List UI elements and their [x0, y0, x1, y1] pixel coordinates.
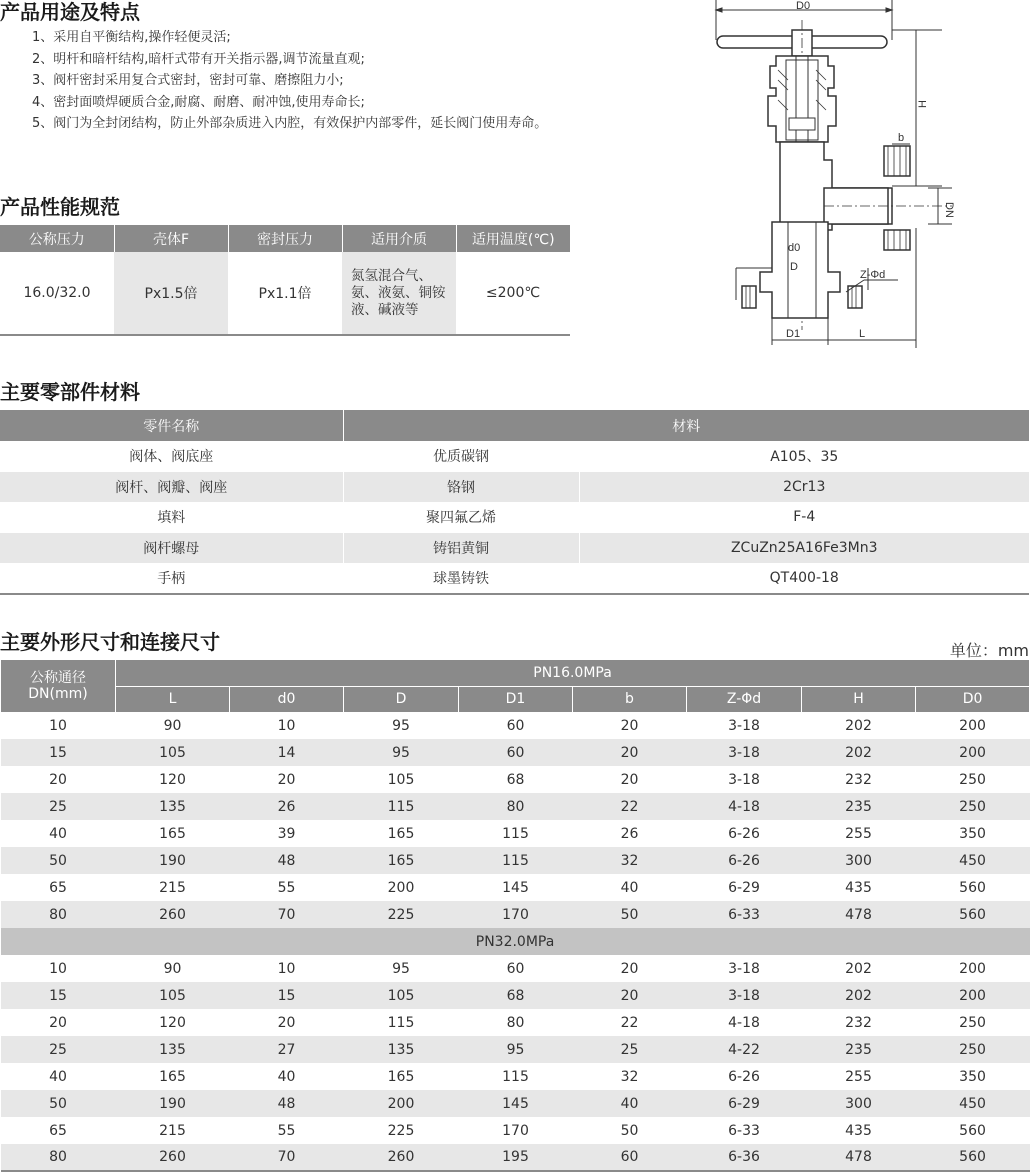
- value-cell: 6-26: [687, 847, 802, 874]
- value-cell: 3-18: [728, 717, 760, 734]
- value-cell: 195: [459, 1144, 573, 1171]
- value-cell: 6-29: [687, 1090, 802, 1117]
- dn-cell: 80: [1, 901, 116, 928]
- value-cell: 165: [387, 1068, 415, 1085]
- table-row: [1, 1063, 1030, 1090]
- features-title: 产品用途及特点: [0, 0, 140, 24]
- value-cell: 26: [230, 793, 344, 820]
- pn16-header: PN16.0MPa: [116, 660, 1030, 686]
- value-cell: 95: [459, 1036, 573, 1063]
- spec-header: 公称压力: [0, 225, 114, 252]
- value-cell: 3-18: [728, 960, 760, 977]
- value-cell: 60: [573, 1144, 687, 1171]
- dn-cell: 25: [1, 793, 116, 820]
- spec-cell-temp: ≤200℃: [456, 252, 570, 335]
- features-list: [0, 27, 575, 135]
- spec-table: [0, 225, 570, 336]
- table-row: [1, 820, 1030, 847]
- value-cell: 6-36: [687, 1144, 802, 1171]
- value-cell: 200: [916, 739, 1030, 766]
- drawing-label-b: b: [898, 132, 905, 144]
- table-row: [1, 955, 1030, 982]
- table-row: [1, 1090, 1030, 1117]
- table-row: [0, 441, 1029, 472]
- table-row: [1, 766, 1030, 793]
- value-cell: 20: [620, 717, 639, 734]
- dimensions-table: [0, 660, 1030, 1172]
- value-cell: 300: [802, 1090, 916, 1117]
- value-cell: 260: [116, 901, 230, 928]
- value-cell: 255: [845, 825, 872, 842]
- value-cell: 190: [116, 847, 230, 874]
- value-cell: 105: [116, 982, 230, 1009]
- spec-header: 适用温度(℃): [456, 225, 570, 252]
- value-cell: 80: [506, 1014, 525, 1031]
- value-cell: 200: [916, 982, 1030, 1009]
- table-row: [1, 982, 1030, 1009]
- drawing-label-d0-top: D0: [796, 0, 811, 12]
- dn-cell: 40: [49, 1068, 67, 1085]
- table-row: [1, 739, 1030, 766]
- value-cell: 115: [502, 825, 529, 842]
- value-cell: 225: [387, 1122, 415, 1139]
- value-cell: 25: [573, 1036, 687, 1063]
- dn-cell: 20: [49, 771, 67, 788]
- material-part: 填料: [157, 510, 186, 527]
- value-cell: 40: [277, 1068, 296, 1085]
- drawing-label-d: D: [790, 261, 798, 273]
- value-cell: 14: [230, 739, 344, 766]
- value-cell: 60: [506, 717, 525, 734]
- column-header: L: [116, 686, 230, 712]
- value-cell: 235: [802, 1036, 916, 1063]
- value-cell: 135: [116, 793, 230, 820]
- value-cell: 6-33: [687, 901, 802, 928]
- value-cell: 4-18: [728, 1014, 760, 1031]
- value-cell: 200: [344, 1090, 459, 1117]
- dn-cell: 80: [1, 1144, 116, 1171]
- value-cell: 260: [344, 1144, 459, 1171]
- value-cell: 55: [277, 879, 296, 896]
- value-cell: 165: [387, 825, 415, 842]
- material-part: 手柄: [0, 563, 343, 594]
- table-row: [1, 712, 1030, 739]
- section-row: [1, 928, 1030, 955]
- table-row: [0, 563, 1029, 594]
- value-cell: 165: [344, 847, 459, 874]
- value-cell: 165: [159, 825, 186, 842]
- value-cell: 40: [573, 1090, 687, 1117]
- spec-cell-seal: Px1.1倍: [228, 252, 342, 335]
- value-cell: 40: [620, 879, 639, 896]
- unit-label: 单位：mm: [949, 641, 1029, 660]
- dn-cell: 65: [49, 879, 67, 896]
- value-cell: 39: [277, 825, 296, 842]
- material-part: 阀杆、阀瓣、阀座: [0, 472, 343, 503]
- value-cell: 20: [620, 771, 639, 788]
- feature-line: 2、明杆和暗杆结构,暗杆式带有开关指示器,调节流量直观;: [32, 51, 365, 67]
- material-grade: F-4: [579, 502, 1029, 533]
- value-cell: 70: [230, 901, 344, 928]
- value-cell: 202: [845, 717, 872, 734]
- value-cell: 55: [277, 1122, 296, 1139]
- value-cell: 90: [163, 960, 182, 977]
- value-cell: 26: [620, 825, 639, 842]
- value-cell: 300: [802, 847, 916, 874]
- value-cell: 22: [620, 1014, 639, 1031]
- drawing-label-d1: D1: [786, 328, 801, 340]
- materials-title: 主要零部件材料: [0, 380, 140, 404]
- value-cell: 80: [459, 793, 573, 820]
- value-cell: 20: [277, 1014, 296, 1031]
- section-label: PN32.0MPa: [1, 928, 1030, 955]
- value-cell: 232: [845, 1014, 872, 1031]
- dn-header: [1, 660, 116, 712]
- value-cell: 95: [392, 717, 410, 734]
- value-cell: 215: [159, 879, 186, 896]
- value-cell: 250: [916, 793, 1030, 820]
- value-cell: 105: [387, 771, 415, 788]
- value-cell: 202: [802, 982, 916, 1009]
- value-cell: 3-18: [687, 982, 802, 1009]
- spec-header: 适用介质: [342, 225, 456, 252]
- drawing-label-l: L: [859, 328, 866, 340]
- value-cell: 90: [163, 717, 182, 734]
- spec-cell-medium: [342, 252, 456, 335]
- column-header: d0: [230, 686, 344, 712]
- feature-line: 5、阀门为全封闭结构，防止外部杂质进入内腔，有效保护内部零件，延长阀门使用寿命。: [32, 116, 548, 131]
- spec-cell-pressure: 16.0/32.0: [0, 252, 114, 335]
- material-part: 阀体、阀底座: [129, 449, 214, 466]
- value-cell: 115: [502, 1068, 529, 1085]
- column-header: b: [573, 686, 687, 712]
- value-cell: 10: [277, 960, 296, 977]
- spec-header: 壳体F: [114, 225, 228, 252]
- value-cell: 202: [802, 739, 916, 766]
- table-row: [1, 1117, 1030, 1144]
- materials-header-part: 零件名称: [0, 410, 343, 441]
- valve-drawing: [716, 0, 955, 348]
- value-cell: 120: [159, 771, 186, 788]
- value-cell: 95: [344, 739, 459, 766]
- value-cell: 450: [916, 847, 1030, 874]
- value-cell: 20: [573, 982, 687, 1009]
- dn-cell: 65: [49, 1122, 67, 1139]
- material-name: 铬钢: [343, 472, 579, 503]
- table-row: [1, 1009, 1030, 1036]
- value-cell: 95: [392, 960, 410, 977]
- value-cell: 70: [230, 1144, 344, 1171]
- table-row: [0, 502, 1029, 533]
- value-cell: 225: [344, 901, 459, 928]
- material-name: 球墨铸铁: [343, 563, 579, 594]
- value-cell: 105: [344, 982, 459, 1009]
- value-cell: 478: [802, 1144, 916, 1171]
- value-cell: 20: [277, 771, 296, 788]
- value-cell: 27: [230, 1036, 344, 1063]
- column-header: D1: [459, 686, 573, 712]
- value-cell: 115: [344, 793, 459, 820]
- value-cell: 68: [459, 982, 573, 1009]
- column-header: D0: [916, 686, 1030, 712]
- value-cell: 60: [506, 960, 525, 977]
- materials-header-material: 材料: [343, 410, 1029, 441]
- value-cell: 15: [230, 982, 344, 1009]
- drawing-label-zd: Z-Φd: [860, 269, 886, 281]
- dn-cell: 50: [1, 847, 116, 874]
- spec-medium-text: 氮氢混合气、氨、液氨、铜铵液、碱液等: [351, 267, 446, 318]
- value-cell: 6-26: [728, 825, 760, 842]
- dn-cell: 20: [49, 1014, 67, 1031]
- value-cell: 560: [959, 1122, 986, 1139]
- value-cell: 145: [502, 879, 529, 896]
- value-cell: 48: [230, 847, 344, 874]
- table-row: [0, 533, 1029, 564]
- value-cell: 32: [620, 1068, 639, 1085]
- value-cell: 215: [159, 1122, 186, 1139]
- value-cell: 250: [959, 771, 986, 788]
- value-cell: 170: [459, 901, 573, 928]
- feature-line: 4、密封面喷焊硬质合金,耐腐、耐磨、耐冲蚀,使用寿命长;: [32, 94, 365, 110]
- value-cell: 560: [959, 879, 986, 896]
- value-cell: 435: [845, 879, 872, 896]
- value-cell: 560: [916, 1144, 1030, 1171]
- column-header: D: [344, 686, 459, 712]
- value-cell: 232: [845, 771, 872, 788]
- dn-cell: 40: [49, 825, 67, 842]
- value-cell: 3-18: [687, 739, 802, 766]
- drawing-label-dn: DN: [943, 202, 955, 218]
- dn-cell: 15: [1, 982, 116, 1009]
- drawing-label-h: H: [917, 100, 929, 108]
- value-cell: 350: [959, 1068, 986, 1085]
- table-row: [1, 1144, 1030, 1171]
- materials-table: [0, 410, 1029, 595]
- value-cell: 145: [459, 1090, 573, 1117]
- value-cell: 115: [387, 1014, 415, 1031]
- value-cell: 235: [802, 793, 916, 820]
- value-cell: 48: [230, 1090, 344, 1117]
- value-cell: 200: [959, 717, 986, 734]
- drawing-label-d0: d0: [788, 242, 801, 254]
- dn-cell: 10: [49, 960, 67, 977]
- value-cell: 4-18: [687, 793, 802, 820]
- spec-header: 密封压力: [228, 225, 342, 252]
- column-header: H: [802, 686, 916, 712]
- dn-header-line1: 公称通径: [30, 669, 86, 686]
- material-grade: QT400-18: [579, 563, 1029, 594]
- value-cell: 68: [506, 771, 525, 788]
- value-cell: 190: [116, 1090, 230, 1117]
- spec-title: 产品性能规范: [0, 195, 120, 219]
- table-row: [1, 901, 1030, 928]
- value-cell: 165: [159, 1068, 186, 1085]
- material-name: 聚四氟乙烯: [343, 502, 579, 533]
- value-cell: 6-33: [728, 1122, 760, 1139]
- value-cell: 200: [959, 960, 986, 977]
- value-cell: 450: [916, 1090, 1030, 1117]
- value-cell: 10: [277, 717, 296, 734]
- table-row: [0, 472, 1029, 503]
- dimensions-title: 主要外形尺寸和连接尺寸: [0, 630, 220, 654]
- value-cell: 250: [959, 1014, 986, 1031]
- table-row: [1, 793, 1030, 820]
- value-cell: 3-18: [728, 771, 760, 788]
- value-cell: 202: [845, 960, 872, 977]
- value-cell: 200: [387, 879, 415, 896]
- dn-header-line2: DN(mm): [28, 685, 88, 702]
- value-cell: 135: [116, 1036, 230, 1063]
- value-cell: 6-29: [728, 879, 760, 896]
- value-cell: 478: [802, 901, 916, 928]
- value-cell: 350: [959, 825, 986, 842]
- value-cell: 170: [502, 1122, 529, 1139]
- dn-cell: 15: [1, 739, 116, 766]
- material-grade: 2Cr13: [579, 472, 1029, 503]
- value-cell: 560: [916, 901, 1030, 928]
- spec-cell-shell: Px1.5倍: [114, 252, 228, 335]
- value-cell: 50: [620, 1122, 639, 1139]
- column-header: Z-Φd: [687, 686, 802, 712]
- value-cell: 60: [459, 739, 573, 766]
- value-cell: 255: [845, 1068, 872, 1085]
- dn-cell: 10: [49, 717, 67, 734]
- value-cell: 4-22: [687, 1036, 802, 1063]
- table-row: [1, 847, 1030, 874]
- value-cell: 120: [159, 1014, 186, 1031]
- table-row: [1, 1036, 1030, 1063]
- material-grade: A105、35: [579, 441, 1029, 472]
- table-row: [1, 874, 1030, 901]
- value-cell: 50: [573, 901, 687, 928]
- value-cell: 435: [845, 1122, 872, 1139]
- value-cell: 22: [573, 793, 687, 820]
- value-cell: 115: [459, 847, 573, 874]
- material-name: 铸铝黄铜: [343, 533, 579, 564]
- feature-line: 3、阀杆密封采用复合式密封，密封可靠、磨擦阻力小;: [32, 73, 344, 88]
- value-cell: 250: [916, 1036, 1030, 1063]
- material-grade: ZCuZn25A16Fe3Mn3: [579, 533, 1029, 564]
- value-cell: 20: [620, 960, 639, 977]
- dn-cell: 50: [1, 1090, 116, 1117]
- value-cell: 20: [573, 739, 687, 766]
- value-cell: 6-26: [728, 1068, 760, 1085]
- value-cell: 135: [344, 1036, 459, 1063]
- material-part: 阀杆螺母: [0, 533, 343, 564]
- value-cell: 260: [116, 1144, 230, 1171]
- feature-line: 1、采用自平衡结构,操作轻便灵活;: [32, 30, 231, 45]
- value-cell: 105: [116, 739, 230, 766]
- spec-row: [0, 252, 570, 335]
- material-name: 优质碳钢: [343, 441, 579, 472]
- value-cell: 32: [573, 847, 687, 874]
- dn-cell: 25: [1, 1036, 116, 1063]
